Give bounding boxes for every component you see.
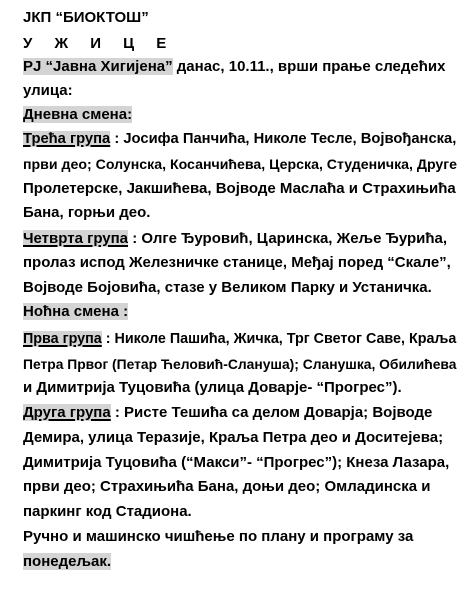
intro-text: данас, 10.11., врши прање следећих xyxy=(172,58,446,75)
group2-line1 xyxy=(23,404,432,422)
closing-line1 xyxy=(23,528,413,546)
group1-line1 xyxy=(23,330,456,348)
group2-line5 xyxy=(23,503,192,521)
closing-line2 xyxy=(23,553,111,571)
group4-label: Четврта група xyxy=(23,230,129,247)
closing-line2-text: понедељак. xyxy=(23,553,112,570)
group3-line2-text: први део; Солунска, Косанчићева, Церска, Студеничка, Друге xyxy=(23,156,458,172)
night-shift-heading-text: Ноћна смена : xyxy=(23,303,129,320)
group2-line5-text: паркинг код Стадиона. xyxy=(23,503,192,520)
group1-label: Прва група xyxy=(23,331,102,347)
group1-line2 xyxy=(23,355,456,373)
unit-name: РЈ “Јавна Хигијена” xyxy=(23,58,173,75)
org-name-text: ЈКП “БИОКТОШ” xyxy=(23,9,149,26)
group4-line3-text: Војводе Бојовића, стазе у Великом Парку и Устаничка. xyxy=(23,279,432,296)
day-shift-heading xyxy=(23,106,132,124)
group2-line4-text: први део; Страхињића Бана, доњи део; Омладинска и xyxy=(23,478,431,495)
group3-line3 xyxy=(23,180,456,198)
city-name xyxy=(23,35,175,53)
group1-line2-text: Петра Првог (Петар Ћеловић-Слануша); Сланушка, Обилићева xyxy=(23,356,457,372)
group2-line1-text: : Ристе Тешића са делом Доварја; Војводе xyxy=(110,404,433,421)
group3-line1-text: : Јосифа Панчића, Николе Тесле, Војвођанска, xyxy=(110,131,457,147)
group4-line1-text: : Олге Ђуровић, Царинска, Жеље Ђурића, xyxy=(128,230,448,247)
group2-line2-text: Демира, улица Теразије, Краља Петра део и Доситејева; xyxy=(23,429,444,446)
group2-line3-text: Димитрија Туцовића (“Макси”- “Прогрес”); Кнеза Лазара, xyxy=(23,454,450,471)
day-shift-heading-text: Дневна смена: xyxy=(23,106,133,123)
group3-line2 xyxy=(23,155,457,173)
city-name-text: У Ж И Ц Е xyxy=(23,35,176,52)
group1-line1-text: : Николе Пашића, Жичка, Трг Светог Саве, Краља xyxy=(101,331,457,347)
group3-line4 xyxy=(23,204,150,222)
group2-label: Друга група xyxy=(23,404,111,421)
group1-line3 xyxy=(23,379,402,397)
group2-line2 xyxy=(23,429,443,447)
closing-line1-text: Ручно и машинско чишћење по плану и програму за xyxy=(23,528,414,545)
org-name xyxy=(23,9,149,27)
intro-cont-line xyxy=(23,82,73,100)
group3-line1 xyxy=(23,130,456,148)
group2-line3 xyxy=(23,454,449,472)
group3-line4-text: Бана, горњи део. xyxy=(23,204,151,221)
group3-line3-text: Пролетерске, Јакшићева, Војводе Маслаћа и Страхињића xyxy=(23,180,456,197)
group4-line1 xyxy=(23,230,447,248)
group4-line3 xyxy=(23,279,432,297)
group4-line2-text: пролаз испод Железничке станице, Међај поред “Скале”, xyxy=(23,254,451,271)
group4-line2 xyxy=(23,254,451,272)
intro-line xyxy=(23,58,445,76)
group2-line4 xyxy=(23,478,431,496)
intro-cont: улица: xyxy=(23,82,73,99)
group3-label: Трећа група xyxy=(23,131,111,147)
night-shift-heading xyxy=(23,303,128,321)
group1-line3-text: и Димитрија Туцовића (улица Доварје- “Прогрес”). xyxy=(23,379,402,396)
